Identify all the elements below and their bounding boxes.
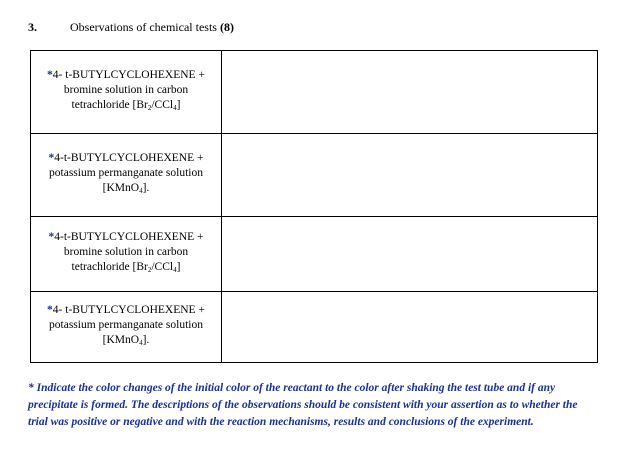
test-label-cell: *4- t-BUTYLCYCLOHEXENE + bromine solution in carbon tetrachloride $[Br_2/CCl_4]$ [31, 51, 222, 134]
observation-answer-cell[interactable] [222, 51, 598, 134]
asterisk-marker: * [48, 231, 55, 243]
note-text: Indicate the color changes of the initial color of the reactant to the color after shaking the test tube and if any precipitate is formed. The descriptions of the observations should be consistent with your assertion as to whether the trial was positive or negative and with the reaction mechanisms, results and conclusions of the experiment. [28, 382, 578, 428]
observation-answer-cell[interactable] [222, 134, 598, 217]
question-number: 3. [28, 20, 37, 34]
test-label-cell: *4-t-BUTYLCYCLOHEXENE + bromine solution in carbon tetrachloride $[Br_2/CCl_4]$ [31, 217, 222, 292]
question-points: (8) [219, 20, 234, 34]
asterisk-marker: * [47, 304, 53, 316]
test-label-cell: *4-t-BUTYLCYCLOHEXENE + potassium permanganate solution [KMnO$_4$]. [31, 134, 222, 217]
observation-answer-cell[interactable] [222, 292, 598, 363]
note-asterisk: * [28, 382, 34, 394]
table-row [31, 51, 598, 134]
question-title-text: Observations of chemical tests [70, 20, 217, 34]
observation-answer-cell[interactable] [222, 217, 598, 292]
table-row [31, 217, 598, 292]
instruction-note [28, 380, 600, 431]
table-row [31, 134, 598, 217]
observations-table [30, 50, 598, 363]
test-label-cell: *4- t-BUTYLCYCLOHEXENE + potassium permanganate solution [KMnO$_4$]. [31, 292, 222, 363]
table-row [31, 292, 598, 363]
asterisk-marker: * [48, 152, 55, 164]
asterisk-marker: * [47, 69, 53, 81]
question-title [70, 20, 234, 35]
